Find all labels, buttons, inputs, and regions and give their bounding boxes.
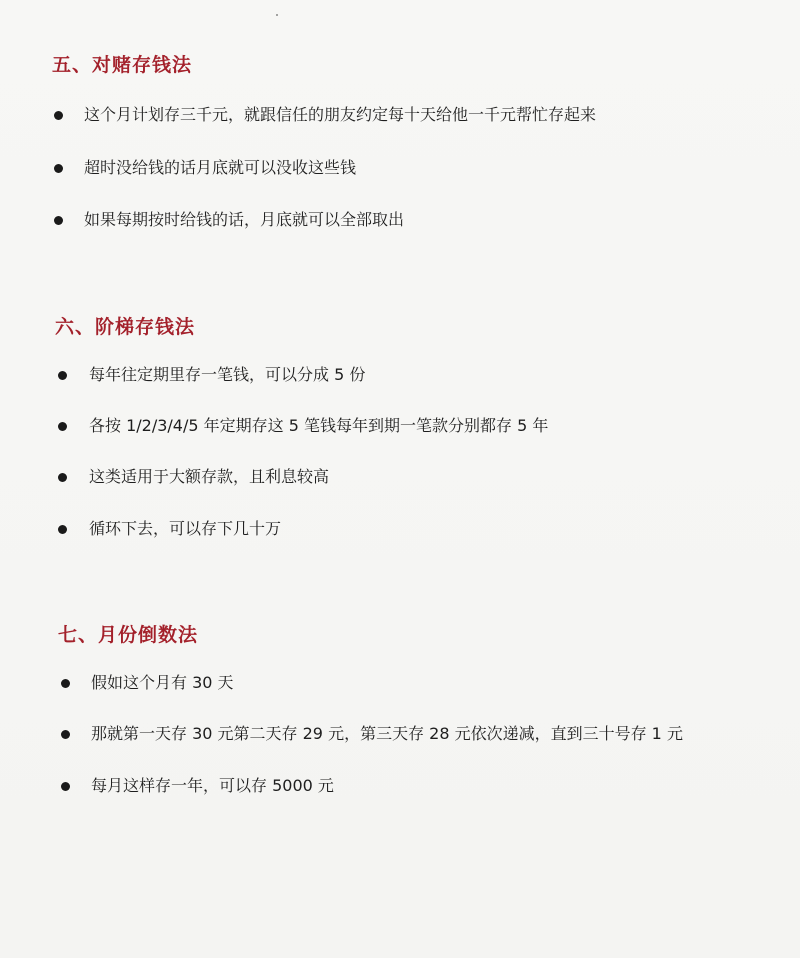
bullet-dot-icon <box>54 111 63 120</box>
list-item <box>0 102 800 132</box>
bullet-dot-icon <box>58 525 67 534</box>
list-item <box>0 773 800 803</box>
list-item-text: 这类适用于大额存款，且利息较高 <box>89 467 330 486</box>
list-item <box>0 155 800 185</box>
list-item <box>0 413 800 443</box>
list-item <box>0 207 800 237</box>
list-item-text: 假如这个月有 30 天 <box>91 673 234 692</box>
list-item-text: 那就第一天存 30 元第二天存 29 元，第三天存 28 元依次递减，直到三十号存 1 元 <box>91 724 683 743</box>
bullet-dot-icon <box>61 782 70 791</box>
list-item-text: 超时没给钱的话月底就可以没收这些钱 <box>84 158 357 177</box>
section-title: 六、阶梯存钱法 <box>55 316 196 338</box>
list-item <box>0 362 800 392</box>
paper-speck <box>276 14 278 16</box>
list-item-text: 如果每期按时给钱的话，月底就可以全部取出 <box>84 210 405 229</box>
list-item <box>0 516 800 546</box>
bullet-dot-icon <box>54 216 63 225</box>
list-item <box>0 670 800 700</box>
section-title: 五、对赌存钱法 <box>52 54 193 76</box>
bullet-dot-icon <box>58 422 67 431</box>
list-item-text: 这个月计划存三千元，就跟信任的朋友约定每十天给他一千元帮忙存起来 <box>84 105 597 124</box>
list-item-text: 循环下去，可以存下几十万 <box>89 519 282 538</box>
bullet-dot-icon <box>54 164 63 173</box>
list-item-text: 每月这样存一年，可以存 5000 元 <box>91 776 334 795</box>
bullet-dot-icon <box>61 730 70 739</box>
list-item <box>0 464 800 494</box>
list-item <box>0 721 800 751</box>
section-title: 七、月份倒数法 <box>58 624 199 646</box>
bullet-dot-icon <box>58 473 67 482</box>
list-item-text: 每年往定期里存一笔钱，可以分成 5 份 <box>89 365 366 384</box>
bullet-dot-icon <box>61 679 70 688</box>
bullet-dot-icon <box>58 371 67 380</box>
list-item-text: 各按 1/2/3/4/5 年定期存这 5 笔钱每年到期一笔款分别都存 5 年 <box>89 416 549 435</box>
